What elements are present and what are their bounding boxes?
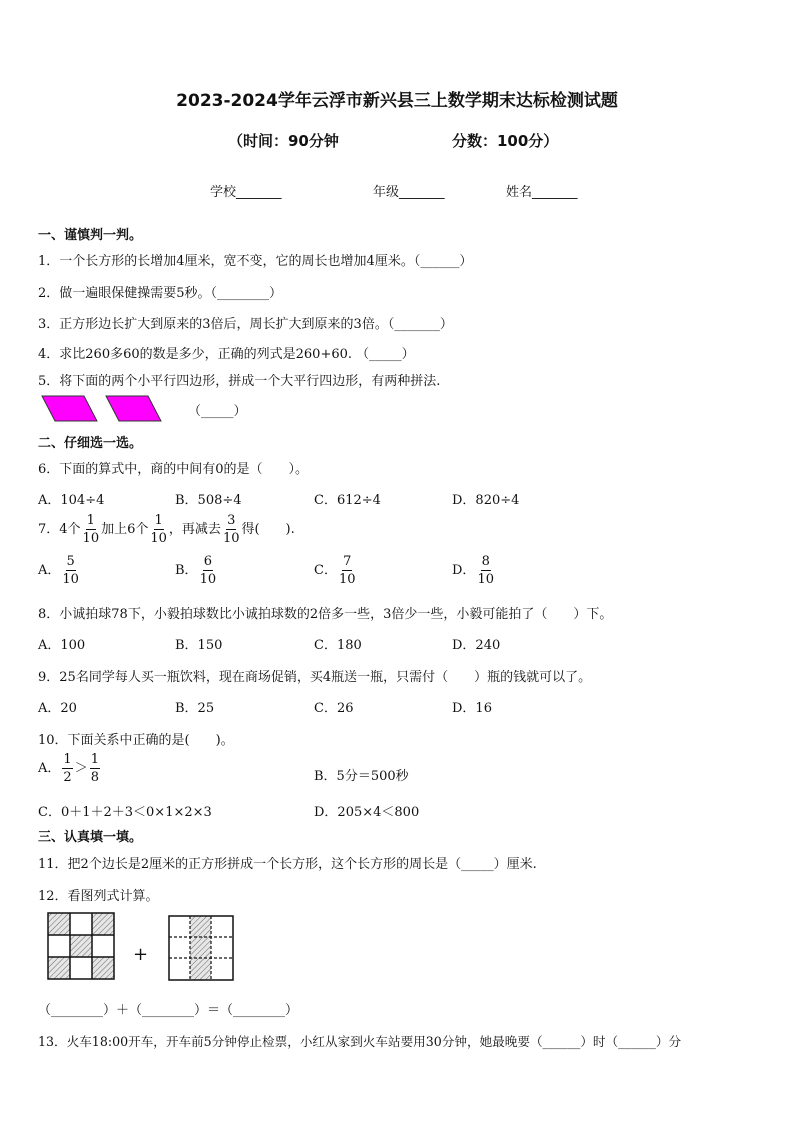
q10-option-a	[38, 753, 102, 784]
question-12: 12．看图列式计算。	[38, 889, 159, 904]
fraction-numerator: 6	[203, 554, 212, 569]
q7-fraction-1	[83, 514, 100, 545]
fraction-numerator: 1	[154, 513, 163, 528]
q8-option-a: A．100	[38, 638, 86, 653]
q8-option-c: C．180	[314, 638, 362, 653]
fraction-numerator: 1	[63, 752, 72, 767]
question-13: 13．火车18:00开车，开车前5分钟停止检票，小红从家到火车站要用30分钟，她最晚要（______）时（______）分	[38, 1034, 682, 1049]
fraction-denominator: 10	[82, 531, 100, 546]
q10-option-c: C．0＋1＋2＋3＜0×1×2×3	[38, 805, 212, 820]
fraction-numerator: 1	[90, 752, 99, 767]
shaded-cell	[48, 913, 70, 935]
q7-text-3: ，再减去	[168, 522, 221, 537]
exam-subtitle	[0, 130, 794, 150]
q7-text-1: 7．4个	[38, 522, 81, 537]
section-heading-judgement: 一、谨慎判一判。	[38, 228, 143, 243]
option-fraction	[477, 555, 494, 586]
question-8: 8．小诚拍球78下，小毅拍球数比小诚拍球数的2倍多一些，3倍少一些，小毅可能拍了（ ）下。	[38, 607, 613, 622]
option-fraction	[62, 555, 79, 586]
option-letter: A．	[38, 761, 61, 776]
q7-option-d	[452, 555, 496, 586]
option-letter: B．	[175, 563, 198, 578]
option-letter: D．	[452, 563, 476, 578]
q6-option-b: B．508÷4	[175, 493, 242, 508]
q6-option-c: C．612÷4	[314, 493, 381, 508]
question-12-answer: （________）＋（________）＝（________）	[38, 1003, 299, 1018]
section-heading-choice: 二、仔细选一选。	[38, 436, 143, 451]
grid-figure-left	[47, 912, 117, 982]
shaded-cell	[92, 957, 114, 979]
question-6: 6．下面的算式中，商的中间有0的是（ ）。	[38, 462, 309, 477]
option-fraction	[339, 555, 356, 586]
q7-option-c	[314, 555, 358, 586]
parallelogram-figure	[40, 394, 165, 424]
fraction-numerator: 3	[227, 513, 236, 528]
question-10: 10．下面关系中正确的是( )。	[38, 733, 234, 748]
exam-title: 2023-2024学年云浮市新兴县三上数学期末达标检测试题	[176, 91, 618, 111]
q9-option-a: A．20	[38, 701, 77, 716]
q10-option-d: D．205×4＜800	[314, 805, 420, 820]
grid-figure-right	[168, 915, 236, 983]
option-fraction-left	[62, 753, 72, 784]
shaded-cell	[70, 935, 92, 957]
q10-option-b: B．5分＝500秒	[314, 769, 409, 784]
shaded-column	[190, 916, 211, 980]
option-letter: C．	[314, 563, 337, 578]
question-4: 4．求比260多60的数是多少，正确的列式是260+60. （_____）	[38, 347, 415, 362]
fraction-denominator: 10	[150, 531, 167, 546]
parallelogram-left	[42, 396, 97, 421]
question-2: 2．做一遍眼保健操需要5秒。（________）	[38, 286, 283, 301]
fraction-denominator: 10	[62, 572, 79, 587]
fraction-denominator: 10	[199, 572, 217, 587]
question-1: 1．一个长方形的长增加4厘米，宽不变，它的周长也增加4厘米。（______）	[38, 254, 473, 269]
fraction-denominator: 10	[338, 572, 356, 587]
q7-text-4: 得( ).	[241, 522, 295, 537]
fraction-numerator: 1	[86, 513, 95, 528]
fraction-numerator: 7	[343, 554, 352, 569]
option-fraction	[200, 555, 217, 586]
question-3: 3．正方形边长扩大到原来的3倍后，周长扩大到原来的3倍。（_______）	[38, 317, 453, 332]
total-score: 分数：100分）	[452, 132, 559, 150]
q6-option-a: A．104÷4	[38, 493, 105, 508]
name-field: 姓名_______	[506, 185, 578, 200]
school-field: 学校_______	[210, 185, 282, 200]
q6-option-d: D．820÷4	[452, 493, 520, 508]
q7-option-b	[175, 555, 218, 586]
q7-fraction-2	[150, 514, 167, 545]
q9-option-c: C．26	[314, 701, 354, 716]
q7-text-2: 加上6个	[101, 522, 149, 537]
option-letter: A．	[38, 563, 61, 578]
parallelogram-right	[106, 396, 161, 421]
question-9: 9．25名同学每人买一瓶饮料，现在商场促销，买4瓶送一瓶，只需付（ ）瓶的钱就可以了。	[38, 670, 592, 685]
q7-fraction-3	[223, 514, 240, 545]
shaded-cell	[92, 913, 114, 935]
plus-sign: +	[133, 944, 149, 965]
fraction-denominator: 8	[90, 770, 99, 785]
question-7	[38, 514, 295, 545]
fraction-denominator: 10	[222, 531, 240, 546]
greater-than-sign: ＞	[74, 761, 88, 776]
fraction-denominator: 2	[63, 770, 72, 785]
student-info	[0, 181, 794, 199]
fraction-numerator: 8	[481, 554, 490, 569]
q8-option-b: B．150	[175, 638, 223, 653]
question-11: 11．把2个边长是2厘米的正方形拼成一个长方形，这个长方形的周长是（_____）厘米.	[38, 857, 537, 872]
question-5-blank: （_____）	[188, 404, 247, 419]
q8-option-d: D．240	[452, 638, 501, 653]
option-fraction-right	[90, 753, 100, 784]
q9-option-d: D．16	[452, 701, 492, 716]
q9-option-b: B．25	[175, 701, 215, 716]
question-5: 5．将下面的两个小平行四边形，拼成一个大平行四边形，有两种拼法.	[38, 374, 441, 389]
time-limit: （时间：90分钟	[228, 132, 339, 150]
q7-option-a	[38, 555, 81, 586]
fraction-denominator: 10	[477, 572, 494, 587]
grade-field: 年级_______	[373, 185, 445, 200]
fraction-numerator: 5	[66, 554, 75, 569]
shaded-cell	[48, 957, 70, 979]
section-heading-fill: 三、认真填一填。	[38, 830, 143, 845]
